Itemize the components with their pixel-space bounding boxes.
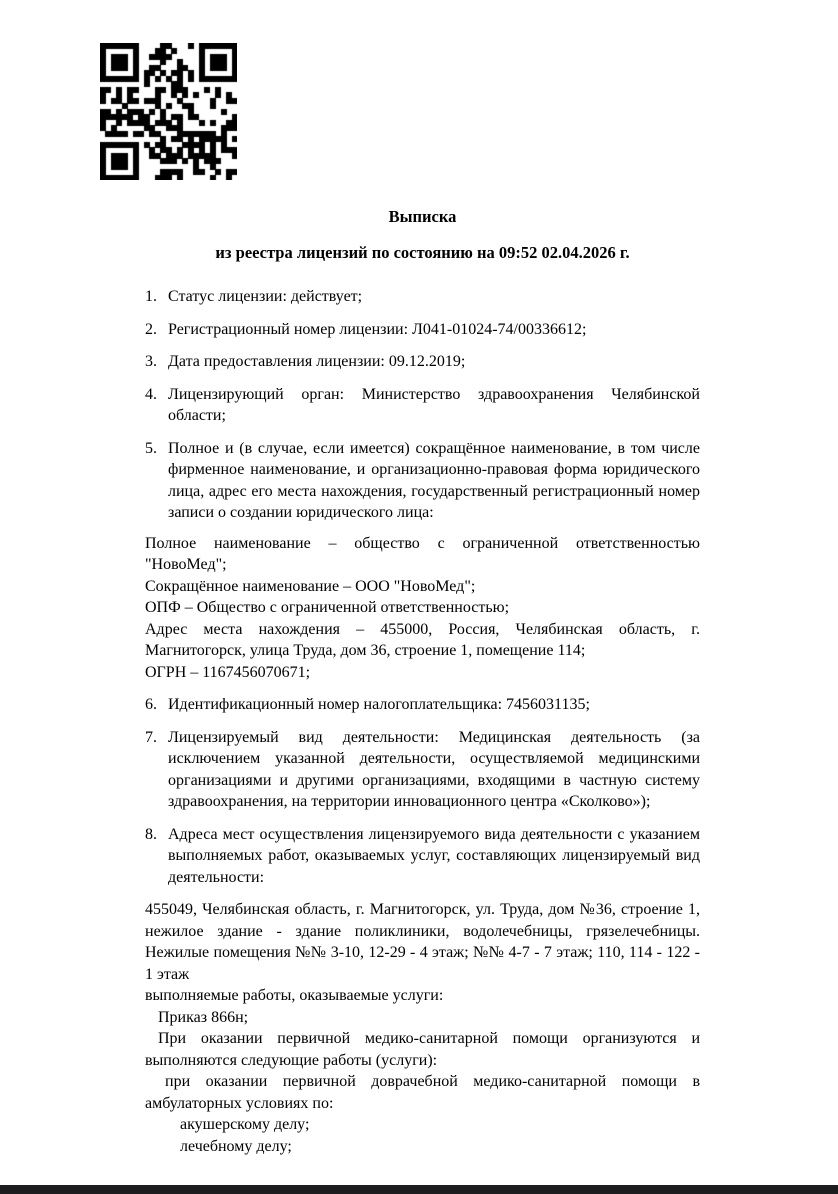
org-legal-form: ОПФ – Общество с ограниченной ответственностью;: [145, 599, 510, 616]
org-full-name: Полное наименование – общество с ограниченной ответственностью "НовоМед";: [145, 534, 700, 573]
item-number: 6.: [145, 696, 157, 713]
window-bottom-edge: [0, 1185, 838, 1194]
item-number: 4.: [145, 385, 157, 403]
document-subtitle: из реестра лицензий по состоянию на 09:52 02.04.2026 г.: [215, 243, 630, 262]
item-number: 5.: [145, 439, 157, 457]
works-block: [145, 899, 700, 1157]
org-ogrn: ОГРН – 1167456070671;: [145, 663, 311, 681]
item-entity-name-heading: [145, 438, 700, 524]
works-primary-care: При оказании первичной медико-санитарной помощи организуются и выполняются следующие работы (услуги):: [145, 1030, 700, 1069]
qr-code-icon: [100, 43, 237, 180]
works-general-medicine: лечебному делу;: [180, 1137, 292, 1155]
item-license-status: [145, 286, 700, 308]
item-taxpayer-number: [145, 694, 700, 716]
works-label: выполняемые работы, оказываемые услуги:: [145, 987, 444, 1004]
item-activity-addresses: [145, 824, 700, 889]
item-text: Дата предоставления лицензии: 09.12.2019;: [168, 353, 466, 370]
item-number: 7.: [145, 728, 157, 746]
works-midwifery: акушерскому делу;: [180, 1116, 310, 1133]
works-premises: 455049, Челябинская область, г. Магнитогорск, ул. Труда, дом №36, строение 1, нежилое здание - здание поликлиники, водолечебницы, грязелечебницы. Нежилые помещения №№ 3-10, 12-29 - 4 этаж; №№ 4-7 - 7 этаж; 110, 114 - 122 - 1 этаж: [145, 901, 700, 983]
item-licensed-activity: [145, 727, 700, 813]
org-short-name: Сокращённое наименование – ООО "НовоМед";: [145, 577, 476, 595]
org-address: Адрес места нахождения – 455000, Россия, Челябинская область, г. Магнитогорск, улица Труда, дом 36, строение 1, помещение 114;: [145, 620, 700, 659]
item-text: Лицензируемый вид деятельности: Медицинская деятельность (за исключением указанной деятельности, осуществляемой медицинскими организациями и другими организациями, входящими в частную систему здравоохранения, на территории инновационного центра «Сколково»);: [168, 728, 700, 810]
item-grant-date: [145, 351, 700, 373]
item-text: Статус лицензии: действует;: [168, 288, 363, 305]
item-number: 1.: [145, 288, 157, 305]
item-number: 2.: [145, 320, 157, 338]
document-body: [145, 206, 700, 1157]
item-text: Идентификационный номер налогоплательщика: 7456031135;: [168, 696, 590, 713]
item-text: Регистрационный номер лицензии: Л041-01024-74/00336612;: [168, 320, 587, 338]
works-order: Приказ 866н;: [158, 1008, 249, 1026]
item-number: 3.: [145, 353, 157, 370]
item-text: Лицензирующий орган: Министерство здравоохранения Челябинской области;: [168, 385, 700, 424]
item-text: Адреса мест осуществления лицензируемого вида деятельности с указанием выполняемых работ, оказываемых услуг, составляющих лицензируемый вид деятельности:: [168, 825, 700, 886]
numbered-items: [145, 286, 700, 1157]
works-prehospital-care: при оказании первичной доврачебной медико-санитарной помощи в амбулаторных условиях по:: [145, 1073, 700, 1112]
document-title: Выписка: [388, 207, 457, 226]
item-licensing-authority: [145, 384, 700, 427]
item-number: 8.: [145, 825, 157, 843]
item-registration-number: [145, 319, 700, 341]
item-text: Полное и (в случае, если имеется) сокращённое наименование, в том числе фирменное наименование, и организационно-правовая форма юридического лица, адрес его места нахождения, государственный регистрационный номер записи о создании юридического лица:: [168, 439, 700, 521]
organization-block: [145, 533, 700, 684]
